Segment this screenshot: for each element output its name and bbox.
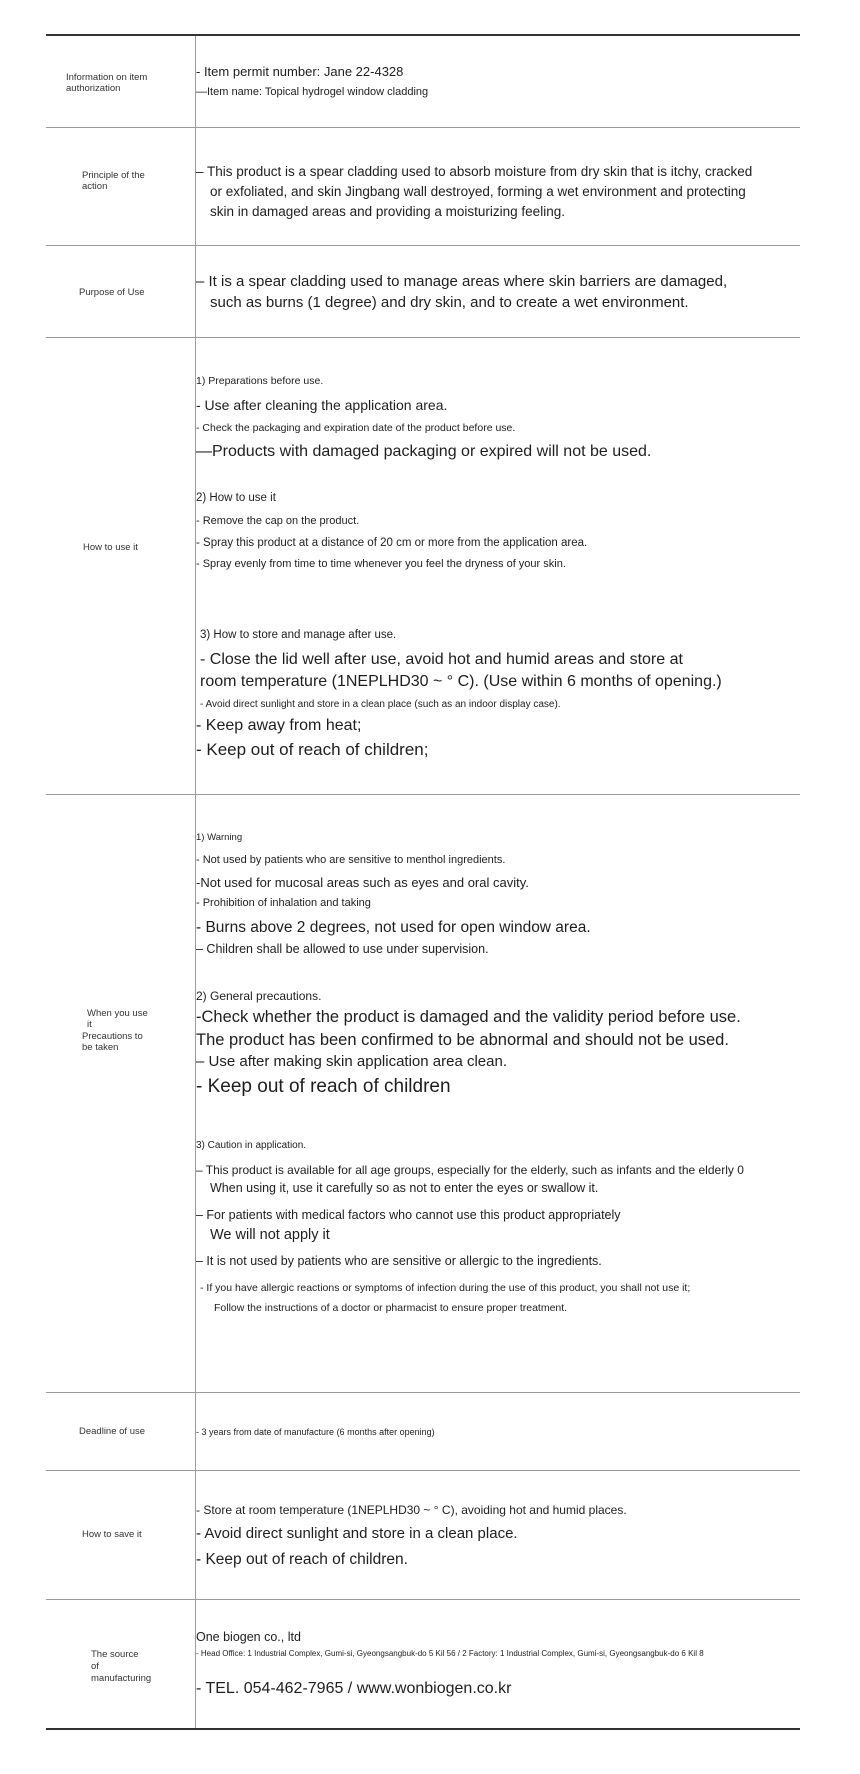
- label-line: it: [87, 1019, 92, 1030]
- label-line: authorization: [66, 83, 121, 94]
- item-name: —Item name: Topical hydrogel window cladding: [196, 86, 429, 98]
- instruction: - Close the lid well after use, avoid hot and humid areas and store at: [200, 651, 683, 668]
- label-line: Principle of the: [82, 170, 145, 181]
- warning-item: - Burns above 2 degrees, not used for open window area.: [196, 919, 591, 936]
- row-deadline: [46, 1393, 800, 1471]
- row-content: [196, 1471, 800, 1599]
- warning-item: - Prohibition of inhalation and taking: [196, 897, 371, 909]
- instruction: - Remove the cap on the product.: [196, 515, 360, 527]
- company-address: - Head Office: 1 Industrial Complex, Gumi-si, Gyeongsangbuk-do 5 Kil 56 / 2 Factory: 1 Industrial Complex, Gumi-si, Gyeongsangbuk-do 6 Kil 8: [196, 1649, 704, 1658]
- row-authorization: [46, 36, 800, 128]
- caution-item: – It is not used by patients who are sensitive or allergic to the ingredients.: [196, 1254, 602, 1268]
- principle-line: – This product is a spear cladding used to absorb moisture from dry skin that is itchy, cracked: [196, 164, 753, 179]
- caution-item: – This product is available for all age groups, especially for the elderly, such as infants and the elderly 0: [196, 1163, 744, 1177]
- storage-item: - Store at room temperature (1NEPLHD30 ~ ° C), avoiding hot and humid places.: [196, 1503, 627, 1517]
- label-line: Precautions to: [82, 1031, 143, 1042]
- label-line: When you use: [87, 1008, 148, 1019]
- precaution-item: - Keep out of reach of children: [196, 1076, 451, 1097]
- deadline-text: - 3 years from date of manufacture (6 months after opening): [196, 1427, 435, 1437]
- purpose-line: such as burns (1 degree) and dry skin, and to create a wet environment.: [210, 294, 689, 311]
- row-label: [46, 1393, 196, 1470]
- subheading: 3) Caution in application.: [196, 1140, 307, 1151]
- label-line: The source: [91, 1649, 139, 1660]
- row-label: [46, 246, 196, 337]
- caution-item: When using it, use it carefully so as not to enter the eyes or swallow it.: [210, 1181, 599, 1195]
- row-content: [196, 246, 800, 337]
- warning-item: -Not used for mucosal areas such as eyes and oral cavity.: [196, 875, 529, 890]
- subheading: 2) How to use it: [196, 492, 276, 504]
- subheading: 1) Warning: [196, 832, 243, 843]
- instruction: - Avoid direct sunlight and store in a clean place (such as an indoor display case).: [200, 699, 561, 710]
- caution-item: We will not apply it: [210, 1227, 330, 1243]
- subheading: 2) General precautions.: [196, 989, 322, 1003]
- row-storage: [46, 1471, 800, 1600]
- row-how-to-use: [46, 338, 800, 795]
- permit-number: - Item permit number: Jane 22-4328: [196, 64, 404, 79]
- caution-item: Follow the instructions of a doctor or pharmacist to ensure proper treatment.: [214, 1302, 568, 1314]
- warning-item: – Children shall be allowed to use under supervision.: [196, 942, 489, 956]
- instruction: - Keep out of reach of children;: [196, 740, 429, 759]
- row-label: [46, 795, 196, 1392]
- row-content: [196, 128, 800, 245]
- principle-line: skin in damaged areas and providing a moisturizing feeling.: [210, 204, 565, 219]
- caution-item: – For patients with medical factors who cannot use this product appropriately: [196, 1208, 621, 1222]
- row-content: [196, 1600, 800, 1728]
- row-label: [46, 338, 196, 794]
- label-line: How to save it: [82, 1529, 142, 1540]
- label-line: manufacturing: [91, 1673, 152, 1684]
- caution-item: - If you have allergic reactions or symptoms of infection during the use of this product, you shall not use it;: [200, 1282, 691, 1294]
- company-name: One biogen co., ltd: [196, 1630, 301, 1644]
- precaution-item: – Use after making skin application area clean.: [196, 1053, 508, 1070]
- company-contact: - TEL. 054-462-7965 / www.wonbiogen.co.kr: [196, 1680, 512, 1697]
- instruction: - Keep away from heat;: [196, 717, 362, 734]
- row-content: [196, 36, 800, 127]
- row-principle: [46, 128, 800, 246]
- label-line: action: [82, 181, 108, 192]
- row-source: [46, 1600, 800, 1730]
- label-line: Deadline of use: [79, 1426, 146, 1437]
- instruction: - Use after cleaning the application area.: [196, 397, 448, 413]
- row-label: [46, 36, 196, 127]
- instruction: room temperature (1NEPLHD30 ~ ° C). (Use within 6 months of opening.): [200, 673, 722, 690]
- instruction: —Products with damaged packaging or expired will not be used.: [196, 443, 652, 460]
- label-line: How to use it: [83, 542, 138, 553]
- row-purpose: [46, 246, 800, 338]
- row-content: [196, 338, 800, 794]
- label-line: Purpose of Use: [79, 287, 145, 298]
- instruction: - Check the packaging and expiration date of the product before use.: [196, 422, 516, 434]
- principle-line: or exfoliated, and skin Jingbang wall destroyed, forming a wet environment and protecting: [210, 184, 746, 199]
- label-line: Information on item: [66, 72, 148, 83]
- warning-item: - Not used by patients who are sensitive to menthol ingredients.: [196, 854, 506, 866]
- row-label: [46, 1600, 196, 1728]
- label-line: be taken: [82, 1042, 119, 1053]
- instruction: - Spray this product at a distance of 20 cm or more from the application area.: [196, 537, 588, 549]
- row-label: [46, 128, 196, 245]
- row-precautions: [46, 795, 800, 1393]
- subheading: 1) Preparations before use.: [196, 375, 324, 387]
- instruction: - Spray evenly from time to time whenever you feel the dryness of your skin.: [196, 558, 566, 570]
- row-content: [196, 795, 800, 1392]
- label-line: of: [91, 1661, 99, 1672]
- precaution-item: The product has been confirmed to be abnormal and should not be used.: [196, 1031, 729, 1049]
- storage-item: - Avoid direct sunlight and store in a clean place.: [196, 1525, 518, 1542]
- row-content: [196, 1393, 800, 1470]
- product-info-table: [46, 34, 800, 1730]
- precaution-item: -Check whether the product is damaged and the validity period before use.: [196, 1008, 741, 1026]
- row-label: [46, 1471, 196, 1599]
- subheading: 3) How to store and manage after use.: [200, 629, 397, 641]
- purpose-line: – It is a spear cladding used to manage areas where skin barriers are damaged,: [196, 273, 728, 290]
- storage-item: - Keep out of reach of children.: [196, 1551, 408, 1568]
